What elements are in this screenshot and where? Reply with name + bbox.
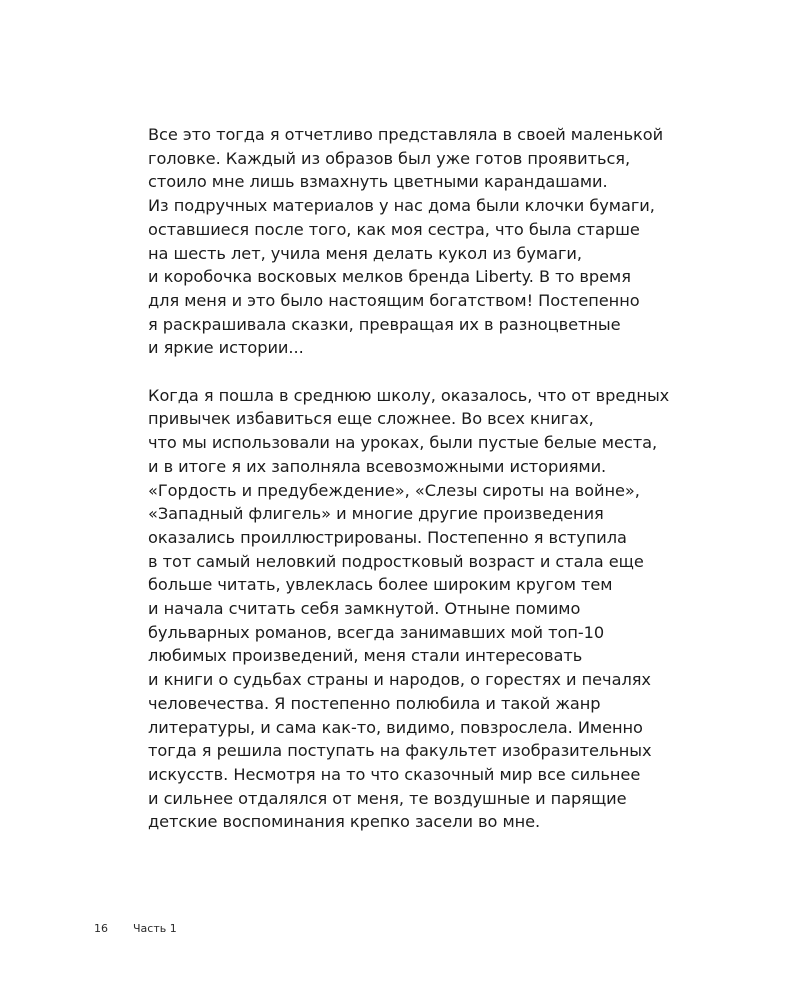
text-line: Из подручных материалов у нас дома были клочки бумаги, xyxy=(148,196,655,216)
text-line: для меня и это было настоящим богатством! Постепенно xyxy=(148,290,640,310)
text-line: и яркие истории... xyxy=(148,338,304,358)
text-line: и начала считать себя замкнутой. Отныне помимо xyxy=(148,599,581,619)
text-line: и книги о судьбах страны и народов, о горестях и печалях xyxy=(148,670,651,690)
text-line: оставшиеся после того, как моя сестра, что была старше xyxy=(148,219,640,239)
text-line: стоило мне лишь взмахнуть цветными карандашами. xyxy=(148,172,608,192)
text-line: литературы, и сама как-то, видимо, повзрослела. Именно xyxy=(148,717,643,737)
page-number: 16 xyxy=(94,922,108,935)
text-line: тогда я решила поступать на факультет изобразительных xyxy=(148,741,652,761)
text-line: больше читать, увлеклась более широким кругом тем xyxy=(148,575,613,595)
text-line: на шесть лет, учила меня делать кукол из бумаги, xyxy=(148,243,582,263)
text-line: «Западный флигель» и многие другие произведения xyxy=(148,504,604,524)
text-line: я раскрашивала сказки, превращая их в разноцветные xyxy=(148,314,621,334)
text-line: и коробочка восковых мелков бренда Liberty. В то время xyxy=(148,267,631,287)
text-line: в тот самый неловкий подростковый возраст и стала еще xyxy=(148,551,644,571)
text-line: Когда я пошла в среднюю школу, оказалось, что от вредных xyxy=(148,385,670,405)
running-head: Часть 1 xyxy=(133,922,177,935)
body-text xyxy=(148,123,708,834)
text-line: «Гордость и предубеждение», «Слезы сироты на войне», xyxy=(148,480,640,500)
text-line: бульварных романов, всегда занимавших мой топ-10 xyxy=(148,622,605,642)
text-line: оказались проиллюстрированы. Постепенно я вступила xyxy=(148,527,627,547)
text-line: привычек избавиться еще сложнее. Во всех книгах, xyxy=(148,409,594,429)
text-line: и в итоге я их заполняла всевозможными историями. xyxy=(148,456,607,476)
text-line: что мы использовали на уроках, были пустые белые места, xyxy=(148,433,658,453)
paragraph-1 xyxy=(148,123,708,360)
paragraph-2 xyxy=(148,384,708,834)
text-line: головке. Каждый из образов был уже готов проявиться, xyxy=(148,148,631,168)
text-line: и сильнее отдалялся от меня, те воздушные и парящие xyxy=(148,788,627,808)
text-line: искусств. Несмотря на то что сказочный мир все сильнее xyxy=(148,764,641,784)
text-line: человечества. Я постепенно полюбила и такой жанр xyxy=(148,693,601,713)
text-line: Все это тогда я отчетливо представляла в своей маленькой xyxy=(148,125,664,144)
text-line: детские воспоминания крепко засели во мне. xyxy=(148,812,541,832)
text-line: любимых произведений, меня стали интересовать xyxy=(148,646,583,666)
